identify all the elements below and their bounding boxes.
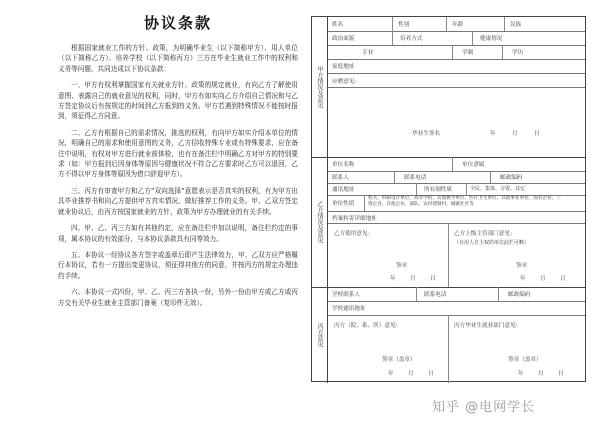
- field-employer-postcode[interactable]: 邮政编码: [500, 175, 523, 181]
- date-year-b1: 年: [390, 276, 396, 282]
- date-day-c2: 日: [558, 371, 564, 377]
- date-day-c1: 日: [428, 371, 434, 377]
- date-month-b1: 月: [410, 276, 416, 282]
- employer-type-options: 机关、科研设计单位、高等学校、其他教学单位、医疗卫生单位、其他事业单位、国有企业、三资企业、其他企业、部队、农村建制村、城镇社区等: [368, 196, 561, 207]
- date-year-a: 年: [490, 131, 496, 137]
- field-employer-name[interactable]: 单位名称: [332, 162, 355, 168]
- superior-department-note: （有用人自主权的单位此栏可略）: [454, 240, 530, 246]
- field-ethnicity[interactable]: 民族: [510, 22, 522, 28]
- field-employer-address[interactable]: 通讯地址: [332, 187, 355, 193]
- field-school-address[interactable]: 学校通讯地址: [332, 306, 366, 312]
- field-degree[interactable]: 学历: [512, 50, 524, 56]
- field-age[interactable]: 年龄: [452, 22, 464, 28]
- department-opinion[interactable]: 丙方（院、系、所）意见：: [334, 323, 402, 329]
- date-year-c1: 年: [388, 371, 394, 377]
- ownership-options: 全民、集体、合资、其它: [470, 186, 526, 192]
- graduate-signature[interactable]: 毕业生签名: [412, 131, 440, 137]
- date-day-b2: 日: [560, 276, 566, 282]
- date-month-a: 月: [512, 131, 518, 137]
- employer-stamp[interactable]: 签章: [396, 263, 408, 269]
- agreement-paragraph-6: 六、本协议一式四份，甲、乙、丙三方各执一份，另外一份由甲方或乙方或丙方交有关毕业生就业主管部门备案（复印件无效）。: [58, 288, 298, 307]
- employment-office-opinion[interactable]: 丙方毕业生就业部门意见：: [454, 323, 522, 329]
- agreement-paragraph-4: 四、甲、乙、丙三方如有其他约定，应在备注栏中加以说明，备注栏约定的事项，属本协议的有效部分，与本协议条款具有同等效力。: [58, 224, 298, 243]
- agreement-paragraph-1: 一、甲方有权利掌握国家有关就业方针、政策的规定就业，有向乙方了解使用意图、表露自己的就业意见的权利，同时，甲方有如实向乙方介绍自己情况和与乙方签定协议后有按规定的时间到乙方报到的义务。甲方若遇到特殊情况不能按时报到，须征得乙方同意。: [58, 81, 298, 121]
- field-health[interactable]: 健康情况: [480, 36, 503, 42]
- superior-stamp[interactable]: 签章: [516, 263, 528, 269]
- field-employer-phone[interactable]: 联系电话: [404, 175, 427, 181]
- field-employer-contact[interactable]: 联系人: [332, 175, 349, 181]
- section-a-label: 甲方情况及意见: [312, 17, 328, 157]
- field-home-address[interactable]: 家庭地址: [332, 64, 355, 70]
- department-stamp[interactable]: 签章（盖章）: [382, 357, 416, 363]
- section-b-label: 乙方情况及意见: [312, 157, 328, 287]
- field-employer-affiliation[interactable]: 单位隶属: [462, 162, 485, 168]
- field-training-mode[interactable]: 培养方式: [400, 36, 423, 42]
- date-day-b1: 日: [430, 276, 436, 282]
- field-application-opinion[interactable]: 应聘意见：: [332, 79, 360, 85]
- superior-department-opinion[interactable]: 乙方上级主管部门意见：: [454, 231, 516, 237]
- date-day-a: 日: [534, 131, 540, 137]
- field-school-postcode[interactable]: 邮政编码: [508, 292, 531, 298]
- date-month-c2: 月: [538, 371, 544, 377]
- date-year-b2: 年: [520, 276, 526, 282]
- watermark: 知乎 @电网学长: [432, 400, 536, 415]
- field-school-phone[interactable]: 联系电话: [424, 292, 447, 298]
- employment-office-stamp[interactable]: 签章（盖章）: [508, 357, 542, 363]
- agreement-paragraph-3: 三、丙方有审查甲方和乙方“双向选择”意愿表示是否真实的权利，有为甲方出具毕业推荐书和向乙方提供甲方真实情况、做好推荐工作的义务。甲、乙双方签定就业协议后，由丙方按国家就业的方针，政策为甲方办理就业的有关手续。: [58, 186, 298, 216]
- field-school-contact[interactable]: 学校联系人: [332, 292, 360, 298]
- agreement-paragraph-intro: 根据国家就业工作的方针、政策，为明确毕业生（以下简称甲方）、用人单位（以下简称乙方）、培养学校（以下简称丙方）三方在毕业生就业工作中的权利和义务等问题，共同达成以下协议条款：: [58, 44, 298, 73]
- employer-opinion[interactable]: 乙方使用意见：: [334, 231, 374, 237]
- field-name[interactable]: 姓名: [332, 22, 344, 28]
- date-year-c2: 年: [518, 371, 524, 377]
- field-gender[interactable]: 性别: [398, 22, 410, 28]
- agreement-form: [311, 16, 586, 382]
- field-archive-address[interactable]: 档案转寄详细地址: [332, 216, 377, 222]
- field-duration[interactable]: 学制: [462, 50, 474, 56]
- agreement-paragraph-2: 二、乙方有根据自己的需求情况，挑选的权利，有向甲方如实介绍本单位的情况，明确自己的需求和使用意图的义务，乙方招收特殊专业或有特殊要求，应在备注中说明，有权对甲方进行就业前体检，也有在备注栏中明确乙方对甲方的特别要求（如：甲方报到后因身体等原因与健康状况不符合乙方要求时乙方可以退回，乙方不得以甲方身体等原因为借口辞退甲方）。: [58, 128, 298, 179]
- field-ownership[interactable]: 所有制性质: [424, 187, 452, 193]
- field-employer-type[interactable]: 单位性质: [332, 201, 355, 207]
- agreement-title: 协议条款: [143, 14, 212, 32]
- date-month-c1: 月: [408, 371, 414, 377]
- section-c-label: 丙方意见: [312, 287, 328, 383]
- agreement-page: [58, 12, 298, 314]
- date-month-b2: 月: [540, 276, 546, 282]
- field-major[interactable]: 专业: [362, 50, 374, 56]
- field-political-status[interactable]: 政治面貌: [332, 36, 355, 42]
- agreement-paragraph-5: 五、本协议一经协议各方签字或盖章后即产生法律效力，甲、乙双方应严格履行本协议，若有一方提出变更协议，须征得其他方的同意，并按丙方的规定办理违约手续。: [58, 250, 298, 280]
